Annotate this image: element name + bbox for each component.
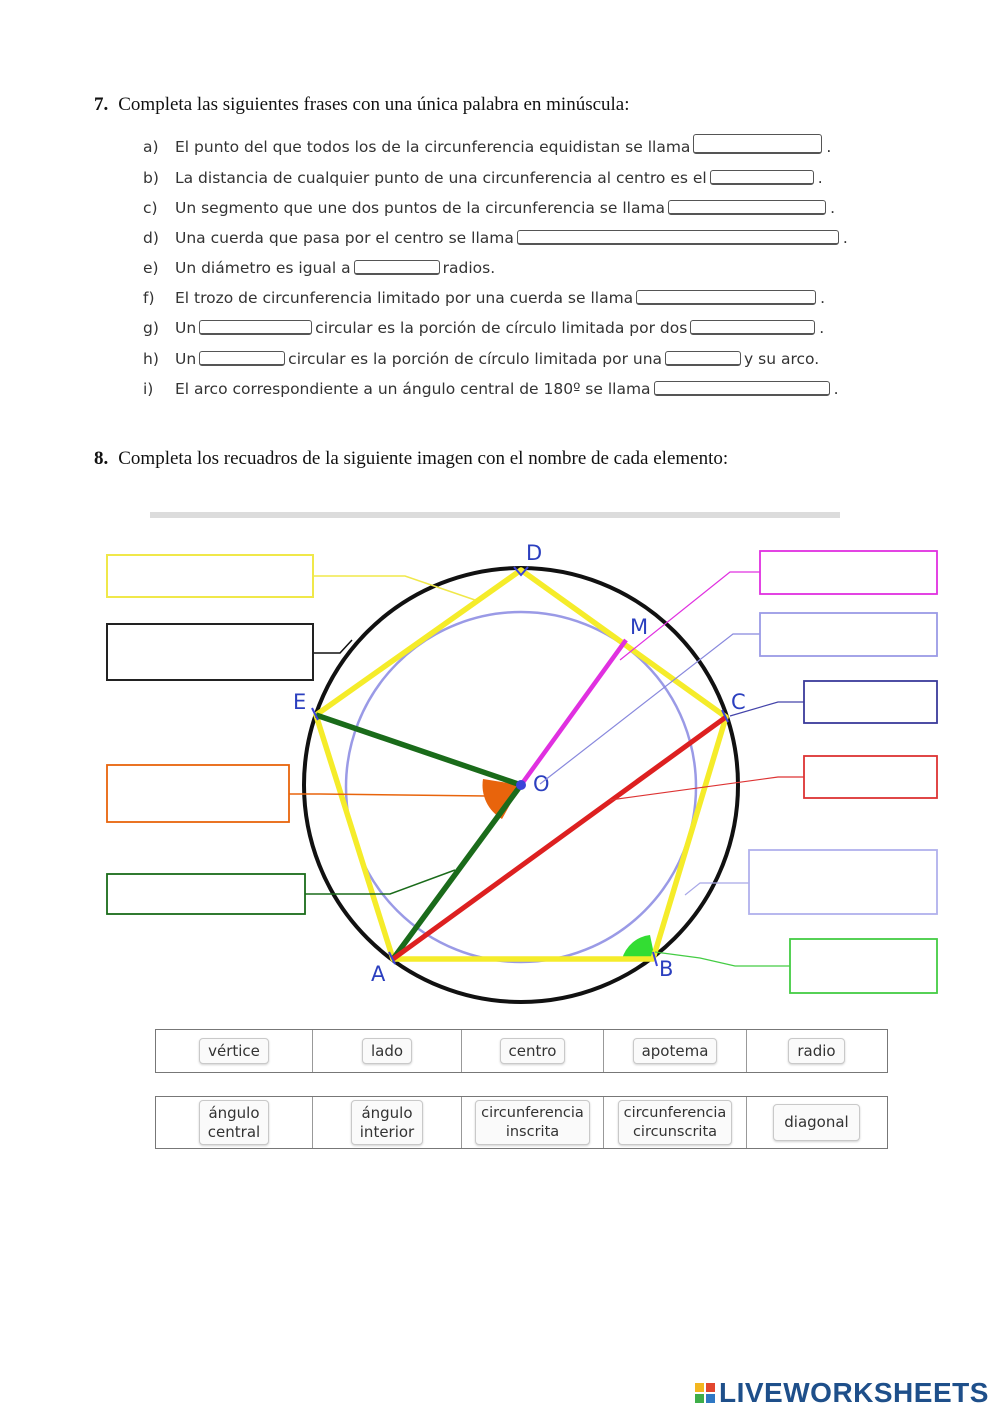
sentence-text: Un diámetro es igual a (175, 259, 351, 277)
chip-line: inscrita (505, 1123, 560, 1140)
geometry-figure (0, 500, 1000, 1020)
answer-blank-d[interactable] (517, 230, 839, 245)
answer-box-central-angle[interactable] (107, 765, 289, 822)
point-label-a: A (371, 962, 386, 986)
leader-line-interior-angle (655, 952, 790, 966)
sentence-text: Un (175, 350, 197, 368)
word-chip-vertice[interactable]: vértice (199, 1038, 269, 1065)
diagonal-ac (393, 717, 726, 959)
point-label-m: M (630, 615, 649, 639)
sentence-text: Un segmento que une dos puntos de la circunferencia se llama (175, 199, 666, 217)
leader-line-center (540, 634, 760, 784)
chip-line: diagonal (784, 1113, 849, 1132)
sentence-b (143, 161, 823, 187)
sentence-end: . (842, 229, 848, 247)
sentence-f (143, 281, 825, 307)
leader-line-circumscribed (313, 640, 352, 653)
word-chip-angulo-interior[interactable] (351, 1100, 423, 1146)
chip-line: ángulo (208, 1103, 260, 1122)
word-bank-cell (313, 1097, 462, 1148)
answer-box-interior-angle[interactable] (790, 939, 937, 993)
word-chip-apotema[interactable]: apotema (633, 1038, 718, 1065)
liveworksheets-logo (695, 1377, 989, 1409)
word-chip-circunferencia-inscrita[interactable] (475, 1100, 590, 1144)
sentence-letter: b) (143, 169, 159, 187)
question-7-number: 7. (94, 94, 109, 115)
sentence-c (143, 191, 835, 217)
answer-box-radius[interactable] (107, 874, 305, 914)
sentence-text-mid: circular es la porción de círculo limitada por dos (315, 319, 688, 337)
answer-box-side[interactable] (107, 555, 313, 597)
sentence-end: . (830, 199, 835, 217)
word-bank-cell (156, 1097, 313, 1148)
answer-blank-b[interactable] (710, 170, 814, 185)
sentence-letter: d) (143, 229, 159, 247)
answer-blank-e[interactable] (354, 260, 440, 275)
point-label-o: O (533, 772, 550, 796)
answer-box-apothem[interactable] (760, 551, 937, 594)
sentence-g (143, 311, 824, 337)
question-7-title (94, 94, 630, 116)
word-chip-centro[interactable]: centro (500, 1038, 566, 1065)
question-7-text: Completa las siguientes frases con una única palabra en minúscula: (118, 94, 630, 115)
sentence-end: . (817, 169, 823, 187)
answer-box-vertex[interactable] (804, 681, 937, 723)
leader-line-central-angle (289, 794, 487, 796)
word-chip-diagonal[interactable] (773, 1104, 859, 1141)
apothem-om (521, 640, 626, 785)
answer-box-diagonal[interactable] (804, 756, 937, 798)
answer-blank-g2[interactable] (690, 320, 815, 335)
question-8-number: 8. (94, 448, 109, 469)
question-8-title (94, 448, 728, 470)
sentence-text: Un (175, 319, 197, 337)
answer-blank-f[interactable] (636, 290, 816, 305)
sentence-text: El punto del que todos los de la circunferencia equidistan se llama (175, 138, 691, 156)
point-label-e: E (293, 690, 307, 714)
sentence-letter: a) (143, 138, 159, 156)
word-bank-cell (462, 1030, 604, 1072)
leader-line-inscribed (685, 883, 749, 895)
answer-blank-i[interactable] (654, 381, 830, 396)
sentence-letter: i) (143, 380, 154, 398)
sentence-end: . (820, 289, 826, 307)
answer-blank-c[interactable] (668, 200, 826, 215)
sentence-e (143, 251, 495, 277)
word-bank-cell (604, 1030, 747, 1072)
answer-blank-g1[interactable] (199, 320, 312, 335)
word-bank-cell (747, 1030, 886, 1072)
chip-line: central (207, 1122, 261, 1141)
sentence-text: La distancia de cualquier punto de una circunferencia al centro es el (175, 169, 707, 187)
point-label-b: B (659, 957, 674, 981)
word-bank-row-1 (155, 1029, 888, 1073)
interior-angle-sector (622, 935, 655, 959)
faded-heading (150, 512, 840, 518)
sentence-text-end: radios. (442, 259, 496, 277)
sentence-letter: f) (143, 289, 155, 307)
radius-oa (393, 785, 521, 959)
word-chip-circunferencia-circunscrita[interactable] (618, 1100, 733, 1144)
chip-line: interior (359, 1122, 415, 1141)
sentence-end: . (826, 138, 832, 156)
word-chip-lado[interactable]: lado (362, 1038, 412, 1065)
sentence-h (143, 342, 819, 368)
sentence-letter: e) (143, 259, 159, 277)
chip-line: circunscrita (632, 1123, 718, 1140)
sentence-a (143, 130, 831, 156)
sentence-letter: g) (143, 319, 159, 337)
point-label-d: D (526, 541, 543, 565)
sentence-end: . (819, 319, 825, 337)
question-8-text: Completa los recuadros de la siguiente imagen con el nombre de cada elemento: (118, 448, 729, 469)
sentence-text: El arco correspondiente a un ángulo central de 180º se llama (175, 380, 651, 398)
word-chip-angulo-central[interactable] (199, 1100, 269, 1146)
word-bank-row-2 (155, 1096, 888, 1149)
chip-line: circunferencia (481, 1105, 584, 1122)
word-chip-radio[interactable]: radio (788, 1038, 844, 1065)
word-bank-cell (156, 1030, 313, 1072)
sentence-text-end: y su arco. (744, 350, 820, 368)
word-bank-cell (604, 1097, 747, 1148)
word-bank-cell (747, 1097, 886, 1148)
chip-line: ángulo (361, 1103, 413, 1122)
center-point (516, 780, 526, 790)
answer-blank-h1[interactable] (199, 351, 285, 366)
answer-box-center[interactable] (760, 613, 937, 656)
point-label-c: C (731, 690, 746, 714)
answer-box-circumscribed[interactable] (107, 624, 313, 680)
logo-text: LIVEWORKSHEETS (719, 1377, 989, 1408)
sentence-letter: h) (143, 350, 159, 368)
word-bank-cell (462, 1097, 604, 1148)
answer-box-inscribed[interactable] (749, 850, 937, 914)
sentence-d (143, 221, 848, 247)
sentence-i (143, 372, 839, 398)
answer-blank-a[interactable] (693, 134, 822, 154)
answer-blank-h2[interactable] (665, 351, 741, 366)
sentence-text-mid: circular es la porción de círculo limitada por una (288, 350, 663, 368)
sentence-end: . (833, 380, 839, 398)
sentence-letter: c) (143, 199, 158, 217)
sentence-text: El trozo de circunferencia limitado por una cuerda se llama (175, 289, 634, 307)
logo-mark-icon (695, 1383, 715, 1403)
chip-line: circunferencia (623, 1105, 727, 1122)
word-bank-cell (313, 1030, 462, 1072)
sentence-text: Una cuerda que pasa por el centro se llama (175, 229, 514, 247)
